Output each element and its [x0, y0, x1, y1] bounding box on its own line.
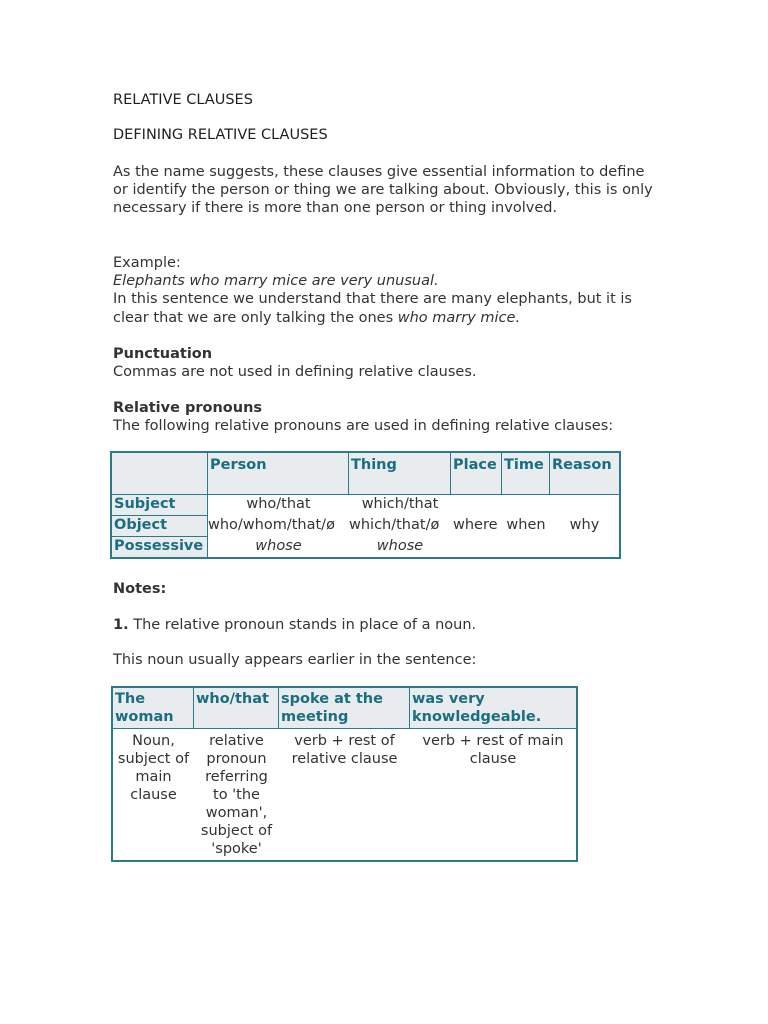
cell — [550, 495, 619, 516]
cell — [451, 495, 502, 516]
table-row — [113, 729, 576, 860]
cell: who/that — [246, 496, 311, 512]
header-the-woman: The woman — [113, 688, 194, 729]
cell: whose — [255, 538, 302, 554]
intro-paragraph: As the name suggests, these clauses give essential information to define or identify the person or thing we are talking about. Obviously, this is only necessary if there is more than one person or thing involved. — [113, 164, 653, 217]
example-label: Example: — [113, 255, 181, 271]
table-header-row — [113, 688, 576, 729]
cell: who/whom/that/ø — [208, 517, 335, 533]
table-row — [112, 537, 619, 557]
relative-pronouns-heading: Relative pronouns — [113, 400, 263, 416]
punctuation-block — [113, 345, 653, 381]
cell — [550, 537, 619, 557]
punctuation-heading: Punctuation — [113, 346, 213, 362]
cell — [502, 537, 550, 557]
cell-noun: Noun, subject of main clause — [117, 733, 190, 803]
cell — [451, 537, 502, 557]
relative-pronoun-table — [110, 451, 621, 559]
header-place: Place — [451, 453, 502, 495]
example-explanation: In this sentence we understand that there are many elephants, but it is clear that we are only talking the ones who marry mice. — [113, 291, 632, 326]
cell-relative-clause: verb + rest of relative clause — [291, 733, 398, 767]
page-title: RELATIVE CLAUSES — [113, 92, 253, 108]
cell: where — [453, 517, 498, 533]
note-number: 1. — [113, 617, 129, 633]
header-time: Time — [502, 453, 550, 495]
table-row — [112, 516, 619, 537]
header-blank-cell — [112, 453, 208, 495]
cell: which/that — [361, 496, 439, 512]
cell: why — [569, 517, 600, 533]
cell-relative-pronoun: relative pronoun referring to 'the woman', subject of 'spoke' — [200, 733, 273, 857]
header-person: Person — [208, 453, 349, 495]
header-who-that: who/that — [194, 688, 279, 729]
header-reason: Reason — [550, 453, 619, 495]
row-label-object: Object — [112, 516, 208, 537]
notes-heading: Notes: — [113, 581, 167, 597]
section-title: DEFINING RELATIVE CLAUSES — [113, 127, 328, 143]
example-block — [113, 254, 653, 327]
cell: when — [506, 517, 546, 533]
relative-pronouns-block — [113, 399, 653, 435]
table-row — [112, 495, 619, 516]
punctuation-text: Commas are not used in defining relative clauses. — [113, 364, 477, 381]
row-label-subject: Subject — [112, 495, 208, 516]
cell: which/that/ø — [349, 517, 440, 533]
notes-text: This noun usually appears earlier in the sentence: — [113, 652, 477, 668]
example-sentence: Elephants who marry mice are very unusual. — [113, 273, 439, 290]
example-sentence-table — [111, 686, 578, 862]
cell — [502, 495, 550, 516]
header-spoke: spoke at the meeting — [279, 688, 410, 729]
note-item-1 — [113, 616, 653, 634]
note-text: The relative pronoun stands in place of a noun. — [128, 617, 477, 633]
header-thing: Thing — [349, 453, 451, 495]
cell: whose — [376, 538, 424, 554]
relative-pronouns-text: The following relative pronouns are used in defining relative clauses: — [113, 418, 614, 435]
table-header-row — [112, 453, 619, 495]
row-label-possessive: Possessive — [112, 537, 208, 557]
cell-main-clause: verb + rest of main clause — [422, 733, 564, 767]
header-was-knowledgeable: was very knowledgeable. — [410, 688, 576, 729]
